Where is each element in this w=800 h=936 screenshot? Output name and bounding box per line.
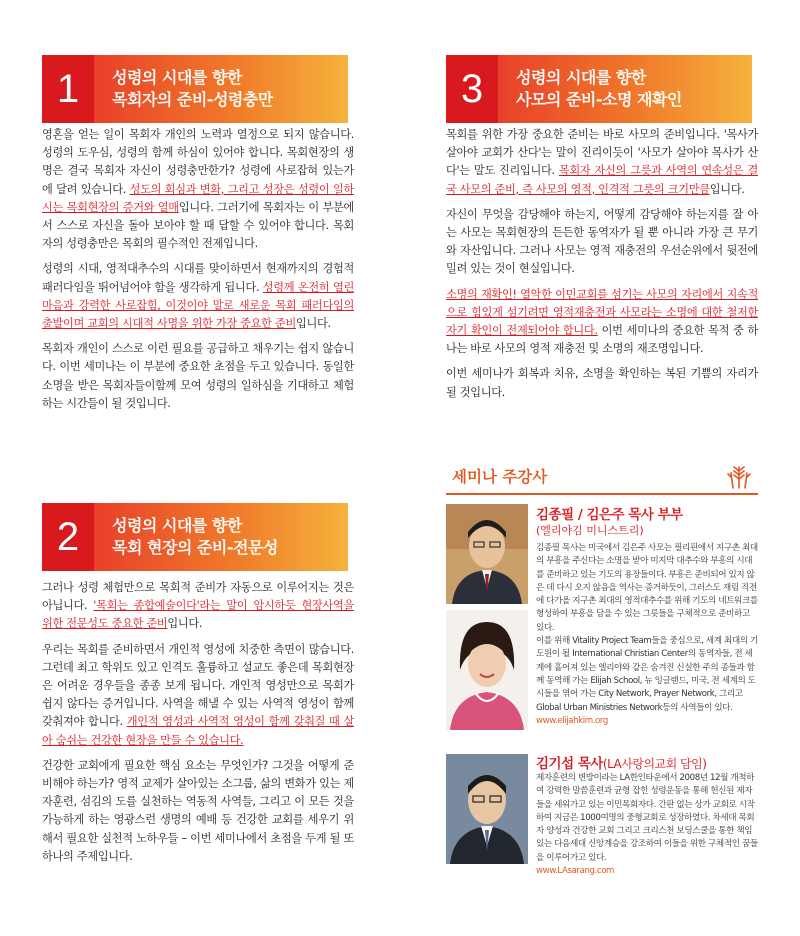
section-2-paragraph — [42, 757, 354, 866]
highlighted-text: 성령께 온전히 열린 마음과 강력한 사로잡힘, 이것이야 말로 새로운 목회 패러다임의 출발이며 교회의 시대적 사명을 위한 가장 중요한 준비 — [42, 280, 354, 331]
section-1-number: 1 — [42, 55, 94, 123]
highlighted-text: 개인적 영성과 사역적 영성이 함께 갖춰질 때 살아 숨쉬는 건강한 현장을 만들 수 있습니다. — [42, 715, 354, 747]
section-1-paragraph — [42, 340, 354, 413]
section-3-paragraph — [446, 365, 758, 401]
seminar-speakers-heading — [446, 459, 758, 495]
speaker-1-ministry: (엘리야김 미니스트리) — [536, 524, 644, 537]
section-2-body — [42, 579, 354, 873]
speaker-2-link[interactable]: www.LAsarang.com — [536, 866, 615, 877]
speaker-1-bio — [536, 542, 758, 728]
section-3-paragraph — [446, 206, 758, 279]
speaker-2-church: (LA사랑의교회 담임) — [602, 757, 707, 771]
highlighted-text: 목회자 자신의 그릇과 사역의 연속성은 결국 사모의 준비, 즉 사모의 영적, 인격적 그릇의 크기만큼 — [446, 164, 758, 196]
body-text: 입니다. — [167, 617, 203, 631]
section-1-paragraph — [42, 126, 354, 253]
speaker-1-link[interactable]: www.elijahkim.org — [536, 715, 608, 726]
highlighted-text: 성도의 회심과 변화, 그리고 성장은 성령이 일하시는 목회현장의 증거와 열매 — [42, 182, 354, 214]
section-2-title-line2: 목회 현장의 준비-전문성 — [112, 538, 278, 557]
body-text: 입니다. 그러기에 목회자는 이 부분에서 스스로 자신을 돌아 보아야 할 때 답할 수 있어야 합니다. 목회자의 성령충만은 목회의 필수적인 전제입니다. — [42, 200, 355, 251]
section-3-paragraph — [446, 286, 758, 359]
section-2-number: 2 — [42, 503, 94, 571]
section-3-body — [446, 126, 758, 409]
section-1-title-line1: 성령의 시대를 향한 — [112, 68, 242, 87]
wheat-icon — [726, 461, 752, 489]
body-text: 이번 세미나가 회복과 치유, 소명을 확인하는 복된 기쁨의 자리가 될 것입니다. — [446, 367, 758, 399]
body-text: 건강한 교회에게 필요한 핵심 요소는 무엇인가? 그것을 어떻게 준비해야 하는가? 영적 교제가 살아있는 소그룹, 삶의 변화가 있는 제자훈련, 섬김의 도를 실천하는 역동적 사역들, 그리고 이 모든 것을 가능하게 하는 영광스런 생명의 예배 등 건강한 교회를 세우기 위해서 필요한 실천적 노하우들 – 이번 세미나에서 초점을 두게 될 또 하나의 주제입니다. — [42, 758, 354, 863]
body-text: 입니다. — [709, 182, 745, 196]
section-3-title-line1: 성령의 시대를 향한 — [516, 68, 646, 87]
body-text: 자신이 무엇을 감당해야 하는지, 어떻게 감당해야 하는지를 잘 아는 사모는 목회현장의 든든한 동역자가 될 뿐 아니라 가장 큰 무기와 자산입니다. 그러나 사모는 영적 재충전의 우선순위에서 뒷전에 밀려 있는 것이 현실입니다. — [446, 207, 758, 276]
section-3-title-line2: 사모의 준비-소명 재확인 — [516, 90, 682, 109]
speaker-2-bio-p1: 제자훈련의 변방이라는 LA한인타운에서 2008년 12월 개척하여 강력한 말씀훈련과 균형 잡힌 성령운동을 통해 헌신된 제자들을 세워가고 있는 이민목회자다. 간판 없는 상가 교회로 시작하여 지금은 1000여명의 중형교회로 성장하였다. 차세대 목회자 양성과 건강한 교회 그리고 크리스천 보딩스쿨을 통한 책임 있는 다음세대 신앙계승을 강조하여 이들을 위한 구체적인 꿈들을 이루어가고 있다. — [536, 773, 758, 863]
speaker-2-name-line — [536, 752, 706, 772]
body-text: 목회자 개인이 스스로 이런 필요를 공급하고 채우기는 쉽지 않습니다. 이번 세미나는 이 부분에 중요한 초점을 두고 있습니다. 동일한 소명을 받은 목회자들이함께 모여 성령의 일하심을 기대하고 체험하는 시간들이 될 것입니다. — [42, 342, 354, 410]
speaker-1-bio-p1: 김종필 목사는 미국에서 김은주 사모는 필리핀에서 지구촌 최대의 부흥을 주신다는 소명을 받아 미지막 대추수와 부흥의 시대를 준비하고 있는 기도의 용장들이다. 부흥은 준비되어 있지 않은 데 다시 오지 않음을 역사는 증거하듯이, 그러스도 재림 직전에 다가올 지구촌 최대의 영적대추수를 위해 기도의 네트워크를 형성하여 부흥을 담을 수 있는 그릇들을 구체적으로 준비하고 있다. — [536, 543, 758, 633]
speaker-2-name: 김기섭 목사 — [536, 756, 603, 772]
speaker-photo-kim-eunju — [446, 610, 528, 730]
speaker-photo-kim-jongpil — [446, 504, 528, 604]
section-2-header — [42, 503, 348, 571]
section-3-paragraph — [446, 126, 758, 199]
body-text: 그러나 성령 체험만으로 목회적 준비가 자동으로 이루어지는 것은 아닙니다. — [42, 581, 354, 613]
body-text: 입니다. — [295, 317, 331, 331]
section-1-body — [42, 126, 354, 420]
section-1-title-bar — [94, 55, 348, 123]
highlighted-text: '목회는 종합예술이다'라는 말이 암시하듯 현장사역을 위한 전문성도 중요한 준비 — [42, 599, 355, 631]
speaker-1-bio-p2: 이를 위해 Vitality Project Team들을 중심으로, 세계 최대의 기도원이 될 International Christian Center의 동역자들, 전 세계에 흩어져 있는 엘리야와 같은 숨겨진 신실한 주의 종들과 함께 동역해 가는 Elijah School, 뉴 잉글랜드, 미국, 전 세계의 도시들을 엮어 가는 City Network, Prayer Network, 그리고 Global Urban Ministries Network등의 사역들이 있다. — [536, 636, 758, 713]
body-text: 우리는 목회를 준비하면서 개인적 영성에 치중한 측면이 많습니다. 그런데 최고 학위도 있고 인격도 훌륭하고 설교도 좋은데 목회현장은 어려운 경우들을 종종 보게 됩니다. 개인적 영성만으로 목회가 쉽지 않다는 증거입니다. 사역을 해낼 수 있는 사역적 영성이 함께 갖춰져야 합니다. — [42, 642, 354, 729]
body-text: 목회를 위한 가장 중요한 준비는 바로 사모의 준비입니다. '목사가 살아야 교회가 산다'는 말이 진리이듯이 '사모가 살아야 목사가 산다'는 말도 진리입니다. — [446, 128, 758, 178]
speaker-1-name: 김종필 / 김은주 목사 부부 — [536, 507, 683, 523]
section-3-header — [446, 55, 752, 123]
section-3-title-bar — [498, 55, 752, 123]
speaker-2-bio — [536, 772, 758, 878]
speaker-photo-kim-kiseob — [446, 754, 528, 864]
section-3-number: 3 — [446, 55, 498, 123]
section-1-title-line2: 목회자의 준비-성령충만 — [112, 90, 273, 109]
section-1-paragraph — [42, 260, 354, 333]
body-text: 영혼을 얻는 일이 목회자 개인의 노력과 열정으로 되지 않습니다. 성령의 도우심, 성령의 함께 하심이 있어야 합니다. 목회현장의 생명은 결국 목회자 자신이 성령충만한가? 성령에 사로잡혀 있는가에 달려 있습니다. — [42, 128, 354, 196]
body-text: 성령의 시대, 영적대추수의 시대를 맞이하면서 현재까지의 경험적 패러다임을 뛰어넘어야 함을 생각하게 됩니다. — [42, 262, 354, 294]
section-2-paragraph — [42, 641, 354, 750]
seminar-speakers-title: 세미나 주강사 — [452, 468, 548, 486]
body-text: 이번 세미나의 중요한 목적 중 하나는 바로 사모의 영적 재충전 및 소명의 재조명입니다. — [446, 324, 758, 356]
section-2-title-bar — [94, 503, 348, 571]
highlighted-text: 소명의 재확인! 열악한 이민교회를 섬기는 사모의 자리에서 지속적으로 힘있게 섬기려면 영적재충전과 사모라는 소명에 대한 철저한 자기 확인이 전제되어야 합니다. — [446, 287, 758, 338]
section-2-title-line1: 성령의 시대를 향한 — [112, 516, 242, 535]
section-1-header — [42, 55, 348, 123]
section-2-paragraph — [42, 579, 354, 634]
